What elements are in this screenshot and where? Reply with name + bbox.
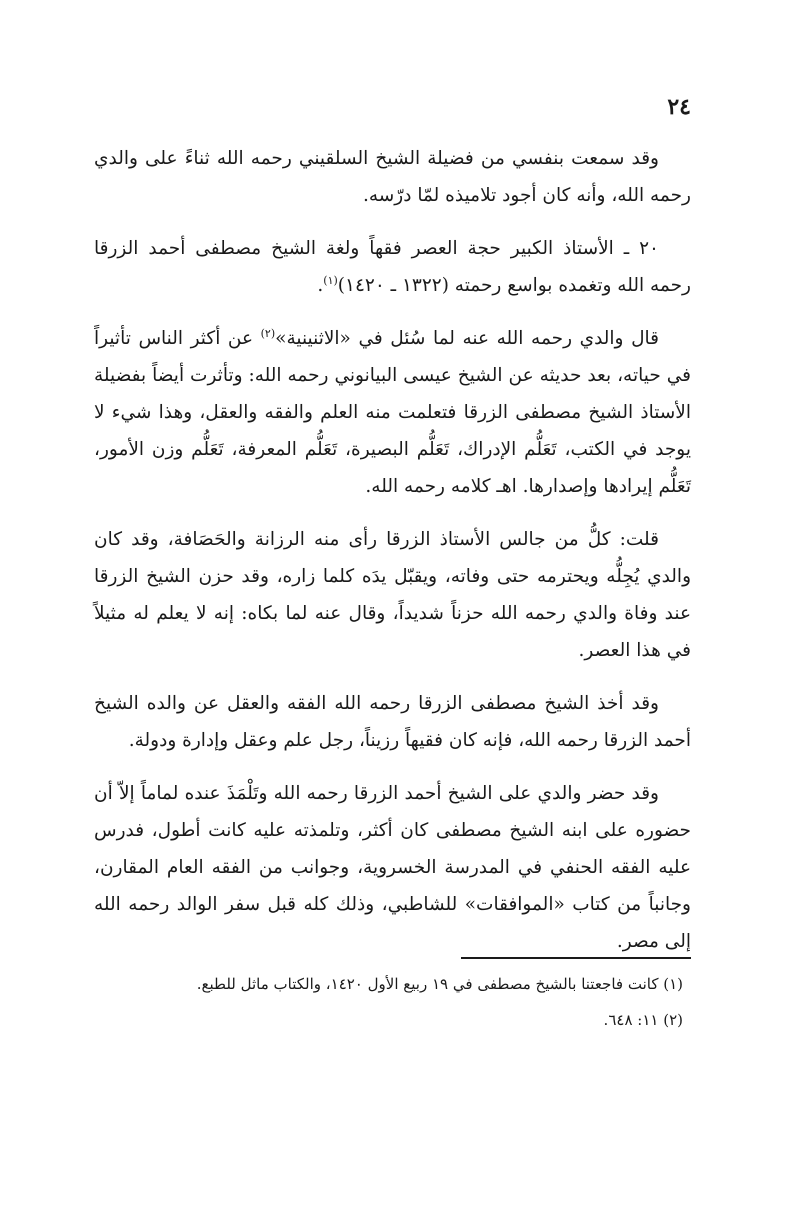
- paragraph: [94, 230, 691, 304]
- footnote-marker: (١): [323, 273, 338, 287]
- paragraph: وقد أخذ الشيخ مصطفى الزرقا رحمه الله الفقه والعقل عن والده الشيخ أحمد الزرقا رحمه الله، فإنه كان فقيهاً رزيناً، رجل علم وعقل وإدارة ودولة.: [94, 693, 691, 751]
- paragraph: [94, 320, 691, 505]
- footnote-divider: [461, 957, 691, 959]
- footnote-marker: (٢): [260, 326, 276, 340]
- body-text: [94, 140, 691, 976]
- paragraph-text: قال والدي رحمه الله عنه لما سُئل في «الاثنينية»: [275, 328, 659, 349]
- footnotes: [94, 966, 683, 1038]
- paragraph: قلت: كلُّ من جالس الأستاذ الزرقا رأى منه الرزانة والحَصَافة، وقد كان والدي يُجِلُّه ويحترمه حتى وفاته، ويقبّل يدَه كلما زاره، وقد حزن الشيخ الزرقا عند وفاة والدي رحمه الله حزناً شديداً، وقال عنه لما بكاه: إنه لا يعلم له مثيلاً في هذا العصر.: [94, 529, 691, 661]
- paragraph: وقد سمعت بنفسي من فضيلة الشيخ السلقيني رحمه الله ثناءً على والدي رحمه الله، وأنه كان أجود تلاميذه لمّا درّسه.: [94, 148, 691, 206]
- paragraph-text: عن أكثر الناس تأثيراً في حياته، بعد حديثه عن الشيخ عيسى البيانوني رحمه الله: وتأثرت أيضاً بفضيلة الأستاذ الشيخ مصطفى الزرقا فتعلمت منه العلم والفقه والعقل، وهذا شيء لا يوجد في الكتب، تَعَلُّم الإدراك، تَعَلُّم البصيرة، تَعَلُّم المعرفة، تَعَلُّم وزن الأمور، تَعَلُّم إيرادها وإصدارها. اهـ كلامه رحمه الله.: [94, 328, 691, 497]
- page-number: ٢٤: [667, 94, 691, 120]
- paragraph-text: .: [317, 275, 324, 296]
- footnote: (١) كانت فاجعتنا بالشيخ مصطفى في ١٩ ربيع الأول ١٤٢٠، والكتاب ماثل للطبع.: [196, 975, 683, 993]
- paragraph: وقد حضر والدي على الشيخ أحمد الزرقا رحمه الله وتَلْمَذَ عنده لماماً إلاّ أن حضوره على ابنه الشيخ مصطفى كان أكثر، وتلمذته عليه كانت أطول، فدرس عليه الفقه الحنفي في المدرسة الخسروية، وجوانب من الفقه العام المقارن، وجانباً من كتاب «الموافقات» للشاطبي، وذلك كله قبل سفر الوالد رحمه الله إلى مصر.: [94, 783, 691, 952]
- footnote: (٢) ١١: ٦٤٨.: [603, 1011, 683, 1029]
- paragraph-text: ٢٠ ـ الأستاذ الكبير حجة العصر فقهاً ولغة الشيخ مصطفى أحمد الزرقا رحمه الله وتغمده بواسع رحمته (١٣٢٢ ـ ١٤٢٠): [94, 238, 691, 296]
